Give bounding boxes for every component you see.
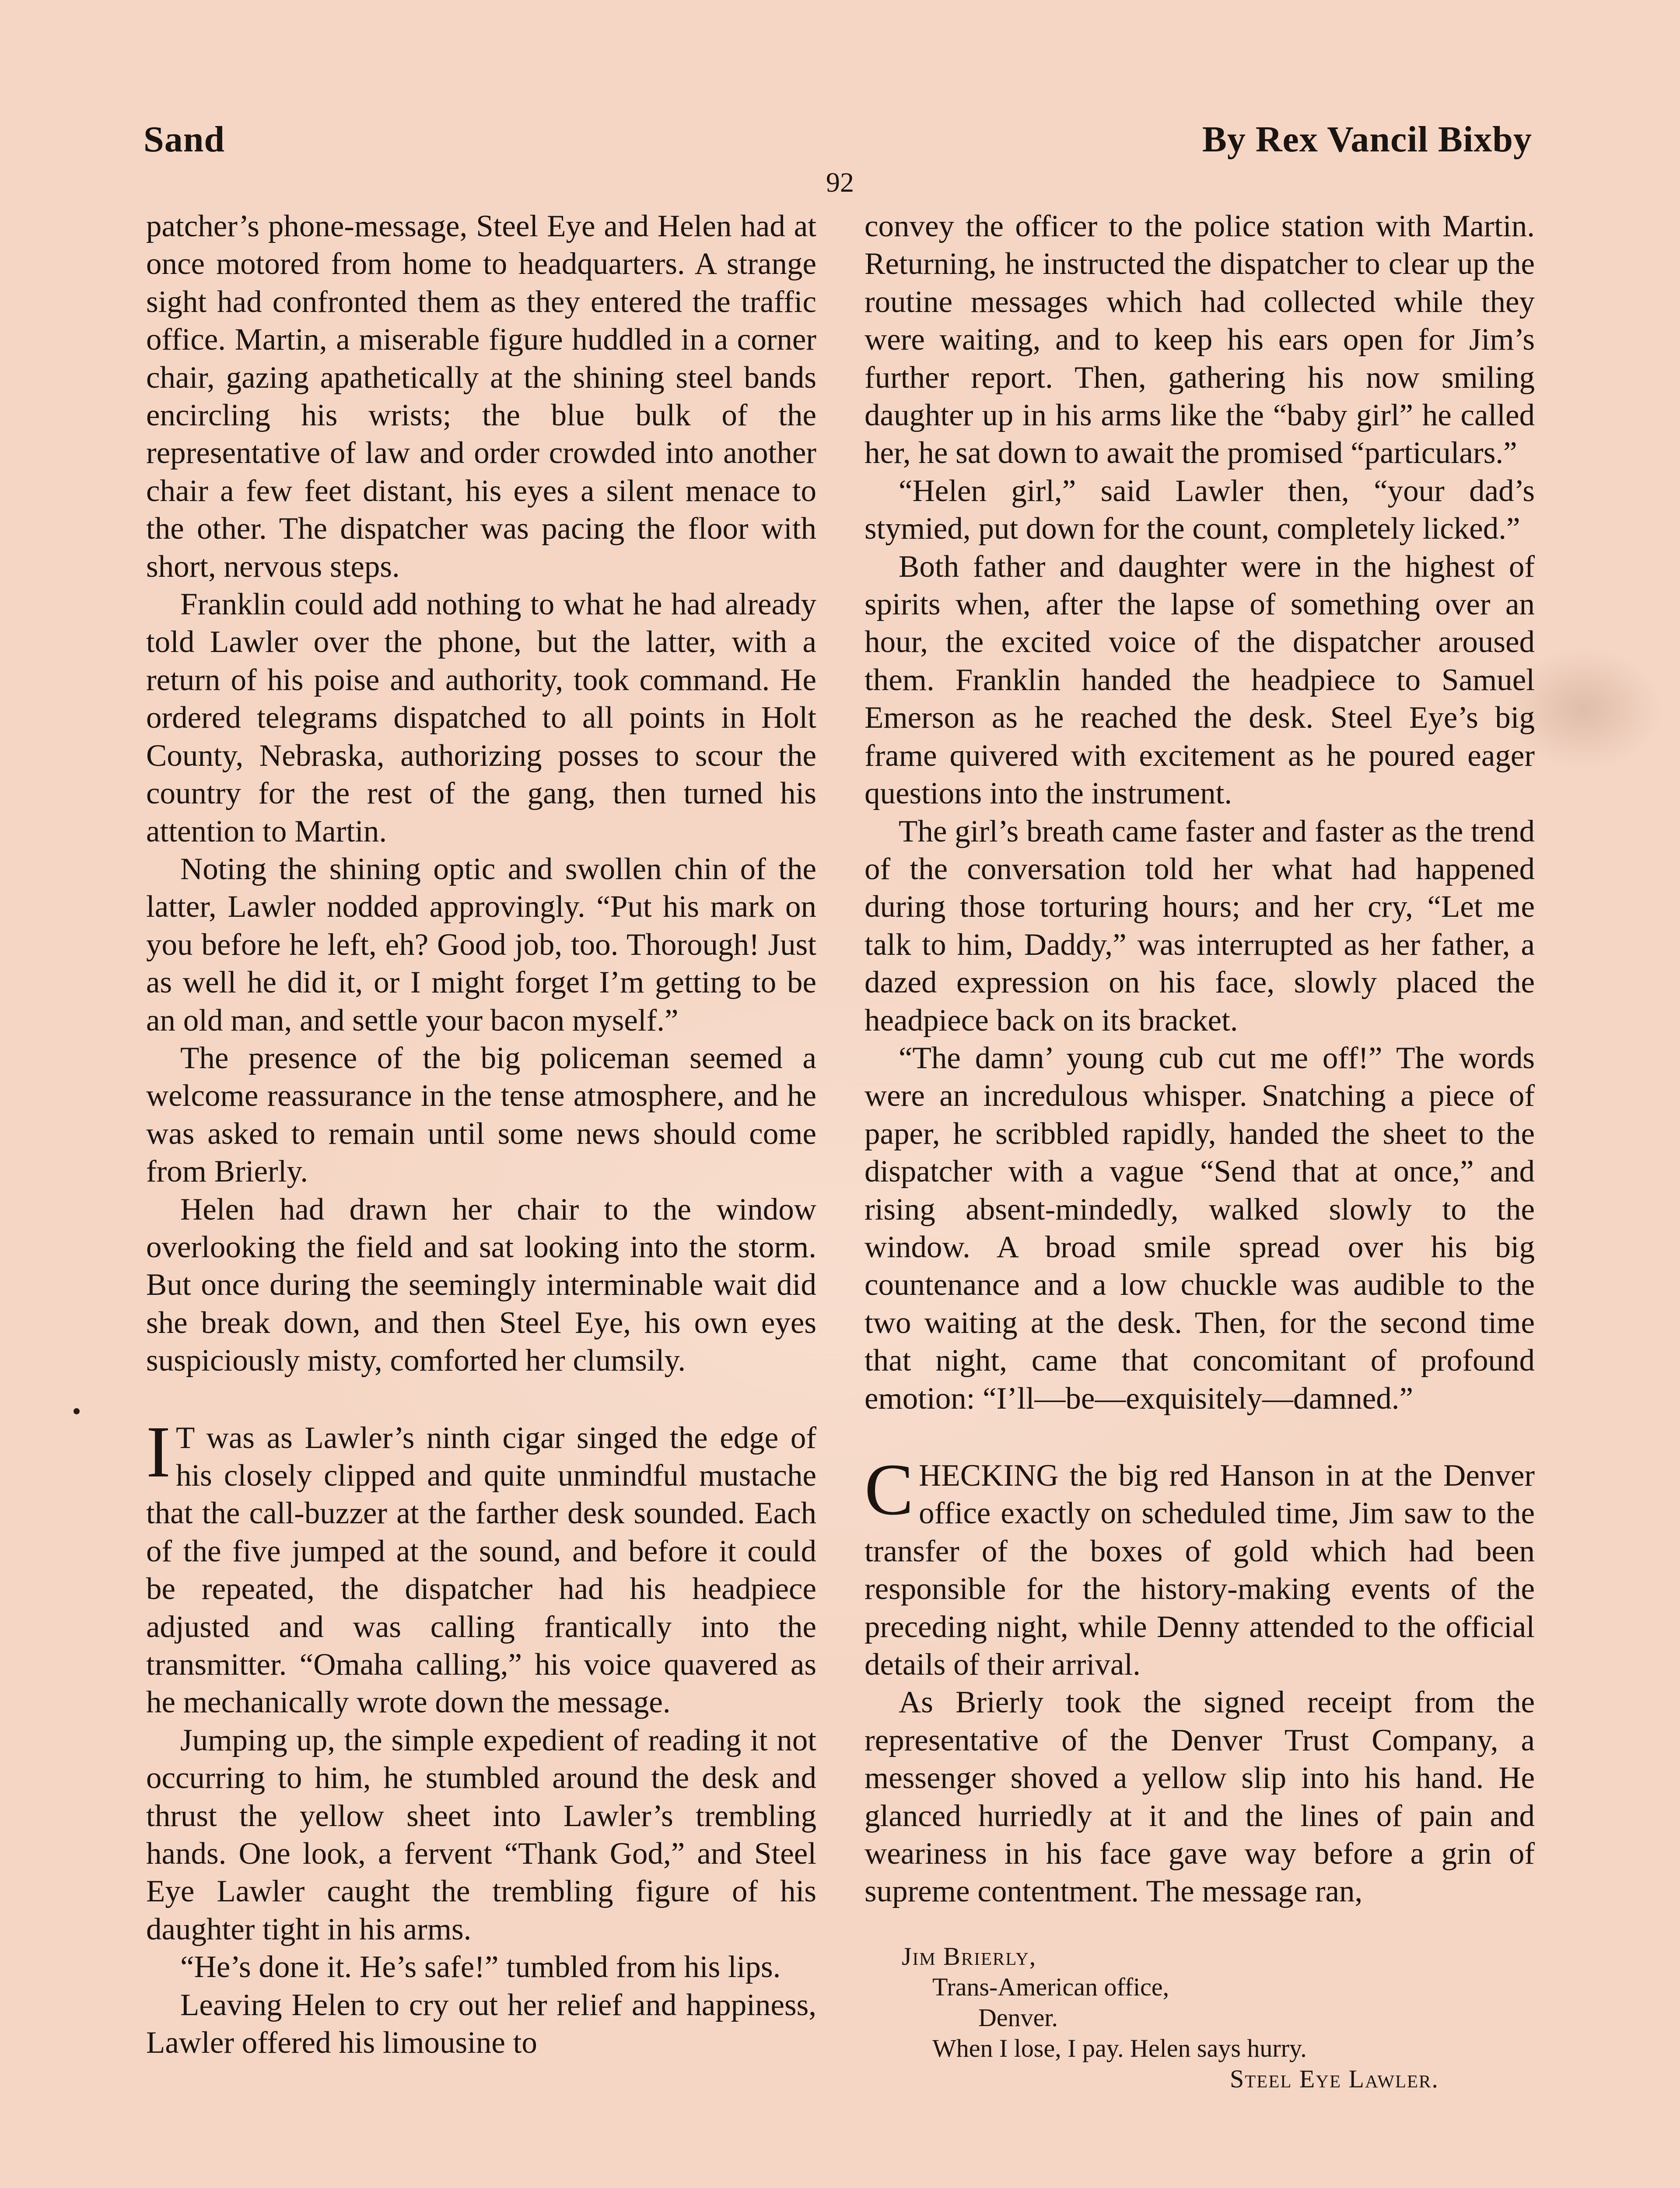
page-number: 92 xyxy=(826,167,854,198)
section-opening-paragraph xyxy=(146,1411,816,1722)
story-title: Sand xyxy=(144,119,225,160)
paragraph: Helen had drawn her chair to the window overlooking the field and sat looking into the storm. But once during the seemingly interminable wait did she break down, and then Steel Eye, his own eyes suspiciously misty, comforted her clumsily. xyxy=(146,1192,816,1378)
drop-cap: C xyxy=(864,1449,914,1530)
section-break xyxy=(146,1380,816,1419)
paragraph: The girl’s breath came faster and faster as the trend of the conversation told her what had happened during those torturing hours; and her cry, “Let me talk to him, Daddy,” was interrupted as her father, a dazed expression on his face, slowly placed the headpiece back on its bracket. xyxy=(864,814,1535,1038)
paragraph: The presence of the big policeman seemed a welcome reassurance in the tense atmosphere, and he was asked to remain until some news should come from Brierly. xyxy=(146,1041,816,1189)
ink-speck xyxy=(74,1408,80,1414)
left-column xyxy=(146,207,816,2062)
section-opening-paragraph xyxy=(864,1449,1535,1683)
paragraph: convey the officer to the police station with Martin. Returning, he instructed the dispatcher to clear up the routine messages which had collected while they were waiting, and to keep his ears open for Jim’s further report. Then, gathering his now smiling daughter up in his arms like the “baby girl” he called her, he sat down to await the promised “particulars.” xyxy=(864,209,1535,470)
telegram-city: Denver. xyxy=(978,2003,1058,2032)
paragraph-text: HECKING the big red Hanson in at the Denver office exactly on scheduled time, Jim saw to the transfer of the boxes of gold which had been responsible for the history-making events of the preceding night, while Denny attended to the official details of their arrival. xyxy=(864,1459,1535,1682)
drop-cap: I xyxy=(146,1411,171,1493)
telegram-message xyxy=(864,1941,1535,2094)
paragraph: Franklin could add nothing to what he had already told Lawler over the phone, but the latter, with a return of his poise and authority, took command. He ordered telegrams dispatched to all points in Holt County, Nebraska, authorizing posses to scour the country for the rest of the gang, then turned his attention to Martin. xyxy=(146,587,816,849)
paragraph: Noting the shining optic and swollen chin of the latter, Lawler nodded approvingly. “Put his mark on you before he left, eh? Good job, too. Thorough! Just as well he did it, or I might forget I’m getting to be an old man, and settle your bacon myself.” xyxy=(146,852,816,1038)
paragraph: Leaving Helen to cry out her relief and happiness, Lawler offered his limousine to xyxy=(146,1988,816,2060)
telegram-office: Trans-American office, xyxy=(932,1972,1169,2001)
telegram-recipient: Jim Brierly, xyxy=(902,1942,1037,1971)
paragraph: “The damn’ young cub cut me off!” The words were an incredulous whisper. Snatching a piece of paper, he scribbled rapidly, handed the sheet to the dispatcher with a vague “Send that at once,” and rising absent-mindedly, walked slowly to the window. A broad smile spread over his big countenance and a low chuckle was audible to the two waiting at the desk. Then, for the second time that night, came that concomitant of profound emotion: “I’ll—be—exquisitely—damned.” xyxy=(864,1041,1535,1416)
section-break xyxy=(864,1417,1535,1457)
paragraph: Both father and daughter were in the highest of spirits when, after the lapse of something over an hour, the excited voice of the dispatcher aroused them. Franklin handed the headpiece to Samuel Emerson as he reached the desk. Steel Eye’s big frame quivered with excitement as he poured eager questions into the instrument. xyxy=(864,549,1535,811)
paragraph: As Brierly took the signed receipt from the representative of the Denver Trust Company, a messenger shoved a yellow slip into his hand. He glanced hurriedly at it and the lines of pain and weariness in his face gave way before a grin of supreme contentment. The message ran, xyxy=(864,1685,1535,1909)
paragraph: Jumping up, the simple expedient of reading it not occurring to him, he stumbled around the desk and thrust the yellow sheet into Lawler’s trembling hands. One look, a fervent “Thank God,” and Steel Eye Lawler caught the trembling figure of his daughter tight in his arms. xyxy=(146,1723,816,1946)
paragraph: patcher’s phone-message, Steel Eye and Helen had at once motored from home to headquarters. A strange sight had confronted them as they entered the traffic office. Martin, a miserable figure huddled in a corner chair, gazing apathetically at the shining steel bands encircling his wrists; the blue bulk of the representative of law and order crowded into another chair a few feet distant, his eyes a silent menace to the other. The dispatcher was pacing the floor with short, nervous steps. xyxy=(146,209,816,584)
author-byline: By Rex Vancil Bixby xyxy=(1202,119,1532,160)
right-column xyxy=(864,207,1535,2094)
telegram-body: When I lose, I pay. Helen says hurry. xyxy=(932,2034,1307,2062)
telegram-signature: Steel Eye Lawler. xyxy=(1230,2064,1439,2093)
paragraph: “He’s done it. He’s safe!” tumbled from his lips. xyxy=(180,1950,781,1985)
paragraph: “Helen girl,” said Lawler then, “your dad’s stymied, put down for the count, completely licked.” xyxy=(864,473,1535,546)
paragraph-text: T was as Lawler’s ninth cigar singed the edge of his closely clipped and quite unmindful mustache that the call-buzzer at the farther desk sounded. Each of the five jumped at the sound, and before it could be repeated, the dispatcher had his headpiece adjusted and was calling frantically into the transmitter. “Omaha calling,” his voice quavered as he mechanically wrote down the message. xyxy=(146,1420,816,1720)
